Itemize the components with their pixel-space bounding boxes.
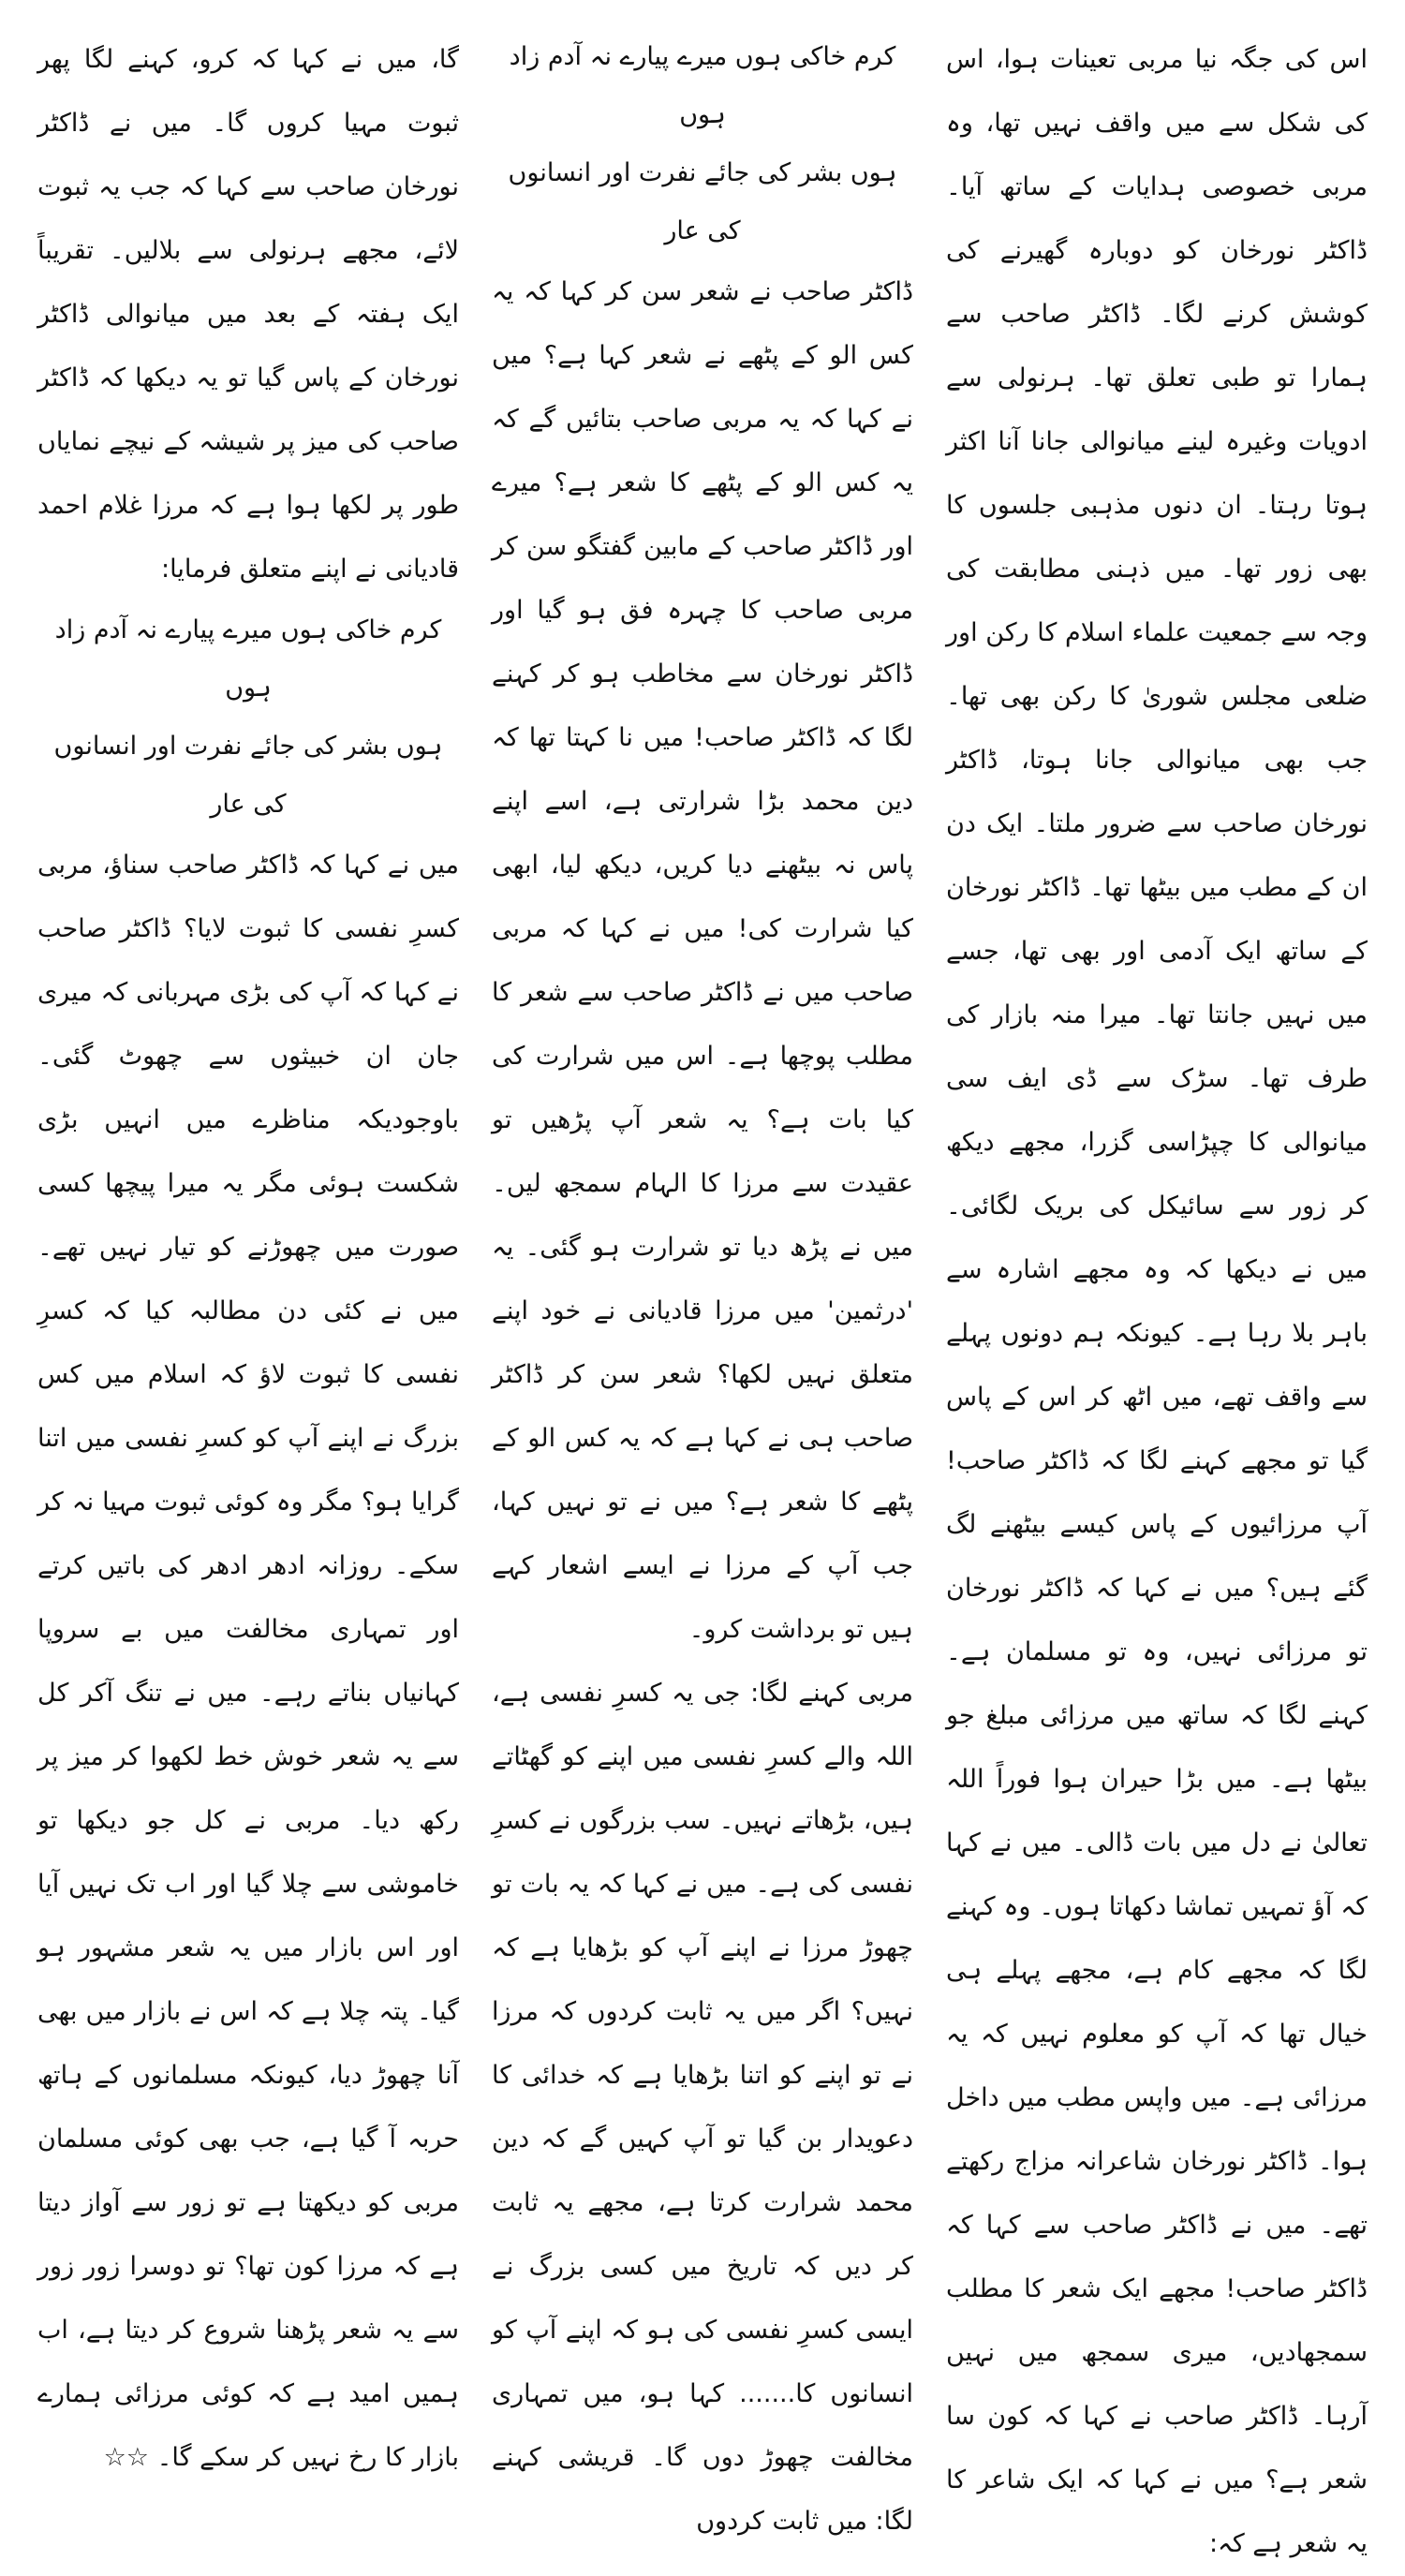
verse-line: ہوں بشر کی جائے نفرت اور انسانوں کی عار — [508, 158, 897, 245]
end-mark-stars: ☆☆ — [103, 2443, 149, 2472]
verse-couplet — [37, 601, 459, 834]
verse-line: کرم خاکی ہوں میرے پیارے نہ آدم زاد ہوں — [509, 42, 896, 129]
paragraph-text: میں نے کہا کہ ڈاکٹر صاحب سناؤ، مربی کسرِ نفسی کا ثبوت لایا؟ ڈاکٹر صاحب نے کہا کہ آپ کی بڑی مہربانی کہ میری جان ان خبیثوں سے چھوٹ گئی۔ باوجودیکہ مناظرے میں انہیں بڑی شکست ہوئی مگر یہ میرا پیچھا کسی صورت میں چھوڑنے کو تیار نہیں تھے۔ میں نے کئی دن مطالبہ کیا کہ کسرِ نفسی کا ثبوت لاؤ کہ اسلام میں کس بزرگ نے اپنے آپ کو کسرِ نفسی میں اتنا گرایا ہو؟ مگر وہ کوئی ثبوت مہیا نہ کر سکے۔ روزانہ ادھر ادھر کی باتیں کرتے اور تمہاری مخالفت میں بے سروپا کہانیاں بناتے رہے۔ میں نے تنگ آکر کل سے یہ شعر خوش خط لکھوا کر میز پر رکھ دیا۔ مربی نے کل جو دیکھا تو خاموشی سے چلا گیا اور اب تک نہیں آیا اور اس بازار میں یہ شعر مشہور ہو گیا۔ پتہ چلا ہے کہ اس نے بازار میں بھی آنا چھوڑ دیا، کیونکہ مسلمانوں کے ہاتھ حربہ آ گیا ہے، جب بھی کوئی مسلمان مربی کو دیکھتا ہے تو زور سے آواز دیتا ہے کہ مرزا کون تھا؟ تو دوسرا زور زور سے یہ شعر پڑھنا شروع کر دیتا ہے، اب ہمیں امید ہے کہ کوئی مرزائی ہمارے بازار کا رخ نہیں کر سکے گا۔ — [37, 851, 459, 2472]
column-middle — [492, 28, 913, 2536]
paragraph: گا، میں نے کہا کہ کرو، کہنے لگا پھر ثبوت مہیا کروں گا۔ میں نے ڈاکٹر نورخان صاحب سے کہا کہ جب یہ ثبوت لائے، مجھے ہرنولی سے بلالیں۔ تقریباً ایک ہفتہ کے بعد میں میانوالی ڈاکٹر نورخان کے پاس گیا تو یہ دیکھا کہ ڈاکٹر صاحب کی میز پر شیشہ کے نیچے نمایاں طور پر لکھا ہوا ہے کہ مرزا غلام احمد قادیانی نے اپنے متعلق فرمایا: — [37, 45, 459, 584]
paragraph: ڈاکٹر صاحب نے شعر سن کر کہا کہ یہ کس الو کے پٹھے نے شعر کہا ہے؟ میں نے کہا کہ یہ مربی صاحب بتائیں گے کہ یہ کس الو کے پٹھے کا شعر ہے؟ میرے اور ڈاکٹر صاحب کے مابین گفتگو سن کر مربی صاحب کا چہرہ فق ہو گیا اور ڈاکٹر نورخان سے مخاطب ہو کر کہنے لگا کہ ڈاکٹر صاحب! میں نا کہتا تھا کہ دین محمد بڑا شرارتی ہے، اسے اپنے پاس نہ بیٹھنے دیا کریں، دیکھ لیا، ابھی کیا شرارت کی! میں نے کہا کہ مربی صاحب میں نے ڈاکٹر صاحب سے شعر کا مطلب پوچھا ہے۔ اس میں شرارت کی کیا بات ہے؟ یہ شعر آپ پڑھیں تو عقیدت سے مرزا کا الہام سمجھ لیں۔ میں نے پڑھ دیا تو شرارت ہو گئی۔ یہ 'درثمین' میں مرزا قادیانی نے خود اپنے متعلق نہیں لکھا؟ شعر سن کر ڈاکٹر صاحب ہی نے کہا ہے کہ یہ کس الو کے پٹھے کا شعر ہے؟ میں نے تو نہیں کہا، جب آپ کے مرزا نے ایسے اشعار کہے ہیں تو برداشت کرو۔ — [492, 277, 913, 1644]
paragraph: اس کی جگہ نیا مربی تعینات ہوا، اس کی شکل سے میں واقف نہیں تھا، وہ مربی خصوصی ہدایات کے ساتھ آیا۔ ڈاکٹر نورخان کو دوبارہ گھیرنے کی کوشش کرنے لگا۔ ڈاکٹر صاحب سے ہمارا تو طبی تعلق تھا۔ ہرنولی سے ادویات وغیرہ لینے میانوالی جانا آنا اکثر ہوتا رہتا۔ ان دنوں مذہبی جلسوں کا بھی زور تھا۔ میں ذہنی مطابقت کی وجہ سے جمعیت علماء اسلام کا رکن اور ضلعی مجلس شوریٰ کا رکن بھی تھا۔ جب بھی میانوالی جانا ہوتا، ڈاکٹر نورخان صاحب سے ضرور ملتا۔ ایک دن ان کے مطب میں بیٹھا تھا۔ ڈاکٹر نورخان کے ساتھ ایک آدمی اور بھی تھا، جسے میں نہیں جانتا تھا۔ میرا منہ بازار کی طرف تھا۔ سڑک سے ڈی ایف سی میانوالی کا چپڑاسی گزرا، مجھے دیکھ کر زور سے سائیکل کی بریک لگائی۔ میں نے دیکھا کہ وہ مجھے اشارہ سے باہر بلا رہا ہے۔ کیونکہ ہم دونوں پہلے سے واقف تھے، میں اٹھ کر اس کے پاس گیا تو مجھے کہنے لگا کہ ڈاکٹر صاحب! آپ مرزائیوں کے پاس کیسے بیٹھنے لگ گئے ہیں؟ میں نے کہا کہ ڈاکٹر نورخان تو مرزائی نہیں، وہ تو مسلمان ہے۔ کہنے لگا کہ ساتھ میں مرزائی مبلغ جو بیٹھا ہے۔ میں بڑا حیران ہوا فوراً اللہ تعالیٰ نے دل میں بات ڈالی۔ میں نے کہا کہ آؤ تمہیں تماشا دکھاتا ہوں۔ وہ کہنے لگا کہ مجھے کام ہے، مجھے پہلے ہی خیال تھا کہ آپ کو معلوم نہیں کہ یہ مرزائی ہے۔ میں واپس مطب میں داخل ہوا۔ ڈاکٹر نورخان شاعرانہ مزاج رکھتے تھے۔ میں نے ڈاکٹر صاحب سے کہا کہ ڈاکٹر صاحب! مجھے ایک شعر کا مطلب سمجھادیں، میری سمجھ میں نہیں آرہا۔ ڈاکٹر صاحب نے کہا کہ کون سا شعر ہے؟ میں نے کہا کہ ایک شاعر کا یہ شعر ہے کہ: — [946, 45, 1368, 2558]
verse-line: کرم خاکی ہوں میرے پیارے نہ آدم زاد ہوں — [54, 615, 442, 703]
paragraph: مربی کہنے لگا: جی یہ کسرِ نفسی ہے، اللہ والے کسرِ نفسی میں اپنے کو گھٹاتے ہیں، بڑھاتے نہیں۔ سب بزرگوں نے کسرِ نفسی کی ہے۔ میں نے کہا کہ یہ بات تو چھوڑ مرزا نے اپنے آپ کو بڑھایا ہے کہ نہیں؟ اگر میں یہ ثابت کردوں کہ مرزا نے تو اپنے کو اتنا بڑھایا ہے کہ خدائی کا دعویدار بن گیا تو آپ کہیں گے کہ دین محمد شرارت کرتا ہے، مجھے یہ ثابت کر دیں کہ تاریخ میں کسی بزرگ نے ایسی کسرِ نفسی کی ہو کہ اپنے آپ کو انسانوں کا....... کہا ہو، میں تمہاری مخالفت چھوڑ دوں گا۔ قریشی کہنے لگا: میں ثابت کردوں — [492, 1679, 913, 2536]
paragraph — [37, 834, 459, 2490]
column-right — [946, 28, 1368, 2558]
verse-line: ہوں بشر کی جائے نفرت اور انسانوں کی عار — [53, 732, 443, 819]
verse-couplet — [492, 28, 913, 260]
column-container — [37, 28, 1368, 2558]
column-left — [37, 28, 459, 2472]
